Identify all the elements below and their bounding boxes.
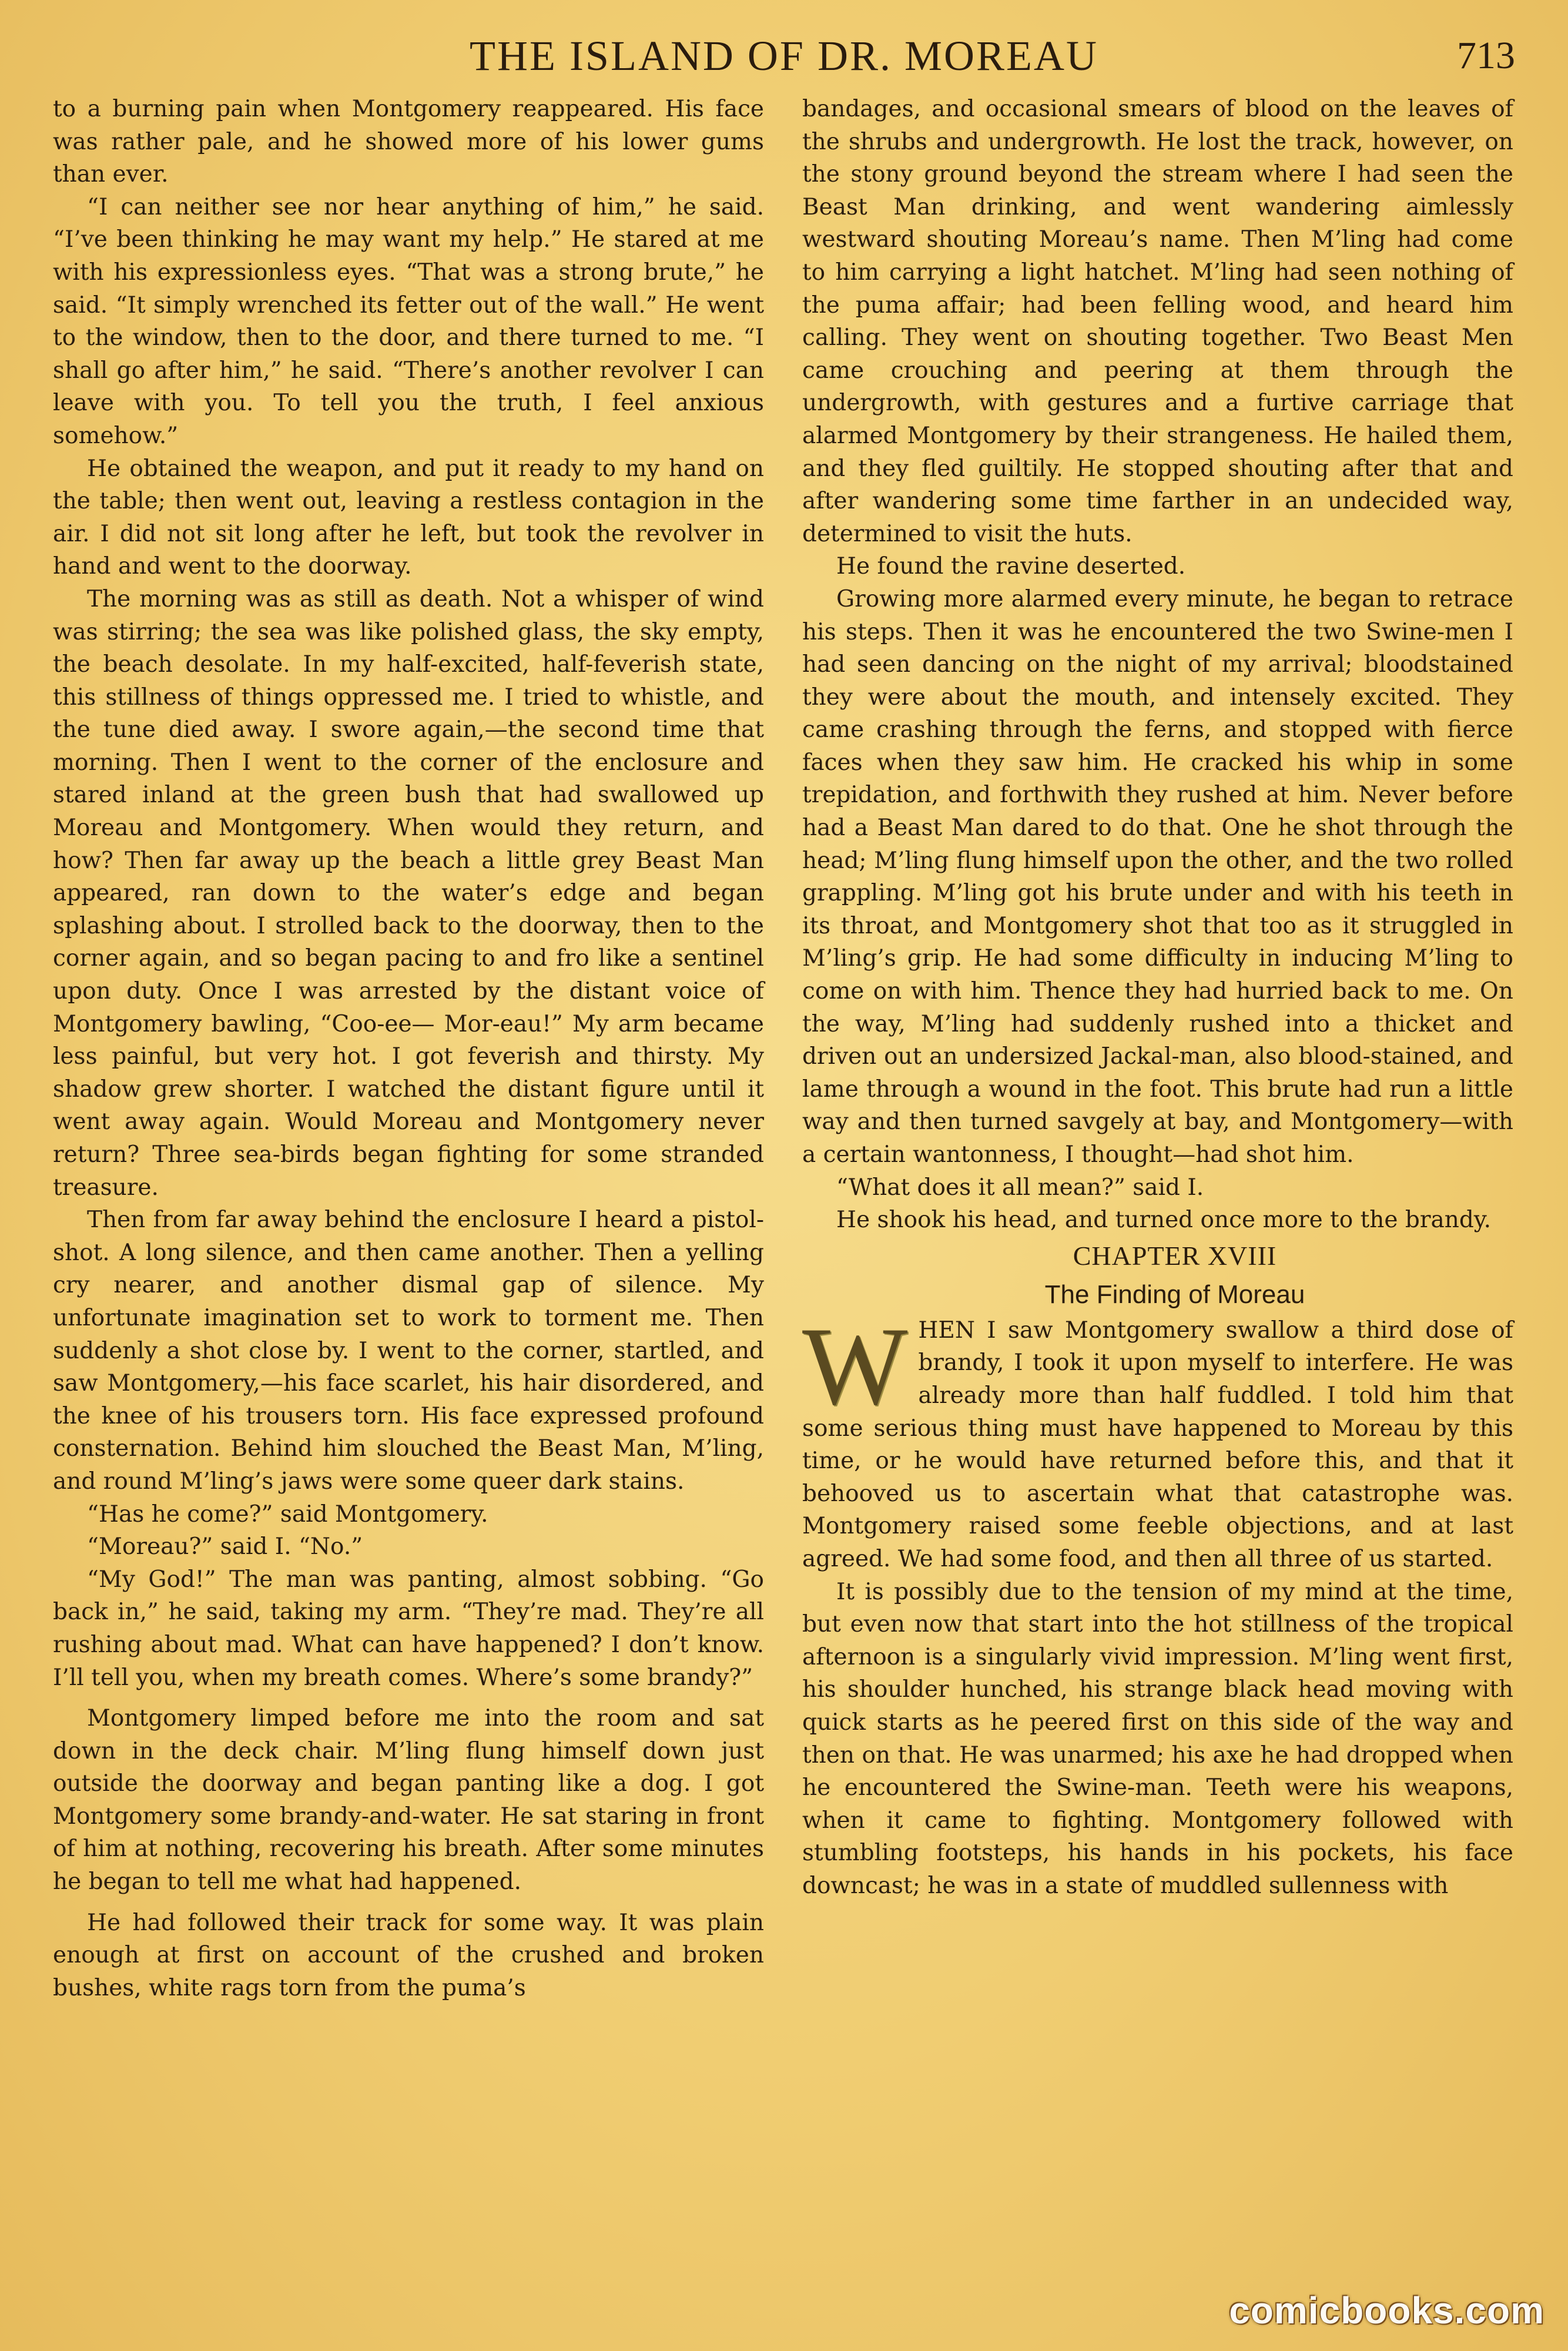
paragraph: He obtained the weapon, and put it ready to my hand on the table; then went out, leaving a restless contagion in the air. I did not sit long after he left, but took the revolver in hand and went to the doorway. <box>53 455 764 580</box>
watermark-logo: comicbooks.com <box>1229 2289 1544 2332</box>
paragraph: He found the ravine deserted. <box>836 553 1186 580</box>
paragraph: The morning was as still as death. Not a whisper of wind was stirring; the sea was like polished glass, the sky empty, the beach desolate. In my half-excited, half-feverish state, this stillness of things oppressed me. I tried to whistle, and the tune died away. I swore again,—the second time that morning. Then I went to the corner of the enclosure and stared inland at the green bush that had swallowed up Moreau and Montgomery. When would they return, and how? Then far away up the beach a little grey Beast Man appeared, ran down to the water’s edge and began splashing about. I strolled back to the doorway, then to the corner again, and so began pacing to and fro like a sentinel upon duty. Once I was arrested by the distant voice of Montgomery bawling, “Coo-ee— Mor-eau!” My arm became less painful, but very hot. I got feverish and thirsty. My shadow grew shorter. I watched the distant figure until it went away again. Would Moreau and Montgomery never return? Three sea-birds began fighting for some stranded treasure. <box>53 585 764 1201</box>
right-column <box>802 93 1513 1902</box>
chapter-opening-paragraph <box>802 1304 1513 1576</box>
page-header <box>53 29 1515 82</box>
paragraph: He shook his head, and turned once more to the brandy. <box>836 1207 1492 1234</box>
paragraph: Growing more alarmed every minute, he began to retrace his steps. Then it was he encountered the two Swine-men I had seen dancing on the night of my arrival; bloodstained they were about the mouth, and intensely excited. They came crashing through the ferns, and stopped with fierce faces when they saw him. He cracked his whip in some trepidation, and forthwith they rushed at him. Never before had a Beast Man dared to do that. One he shot through the head; M’ling flung himself upon the other, and the two rolled grappling. M’ling got his brute under and with his teeth in its throat, and Montgomery shot that too as it struggled in M’ling’s grip. He had some difficulty in inducing M’ling to come on with him. Thence they had hurried back to me. On the way, M’ling had suddenly rushed into a thicket and driven out an undersized Jackal-man, also blood-stained, and lame through a wound in the foot. This brute had run a little way and then turned savgely at bay, and Montgomery—with a certain wantonness, I thought—had shot him. <box>802 585 1513 1168</box>
paragraph: “I can neither see nor hear anything of him,” he said. “I’ve been thinking he may want my help.” He stared at me with his expressionless eyes. “That was a strong brute,” he said. “It simply wrenched its fetter out of the wall.” He went to the window, then to the door, and there turned to me. “I shall go after him,” he said. “There’s another revolver I can leave with you. To tell you the truth, I feel anxious somehow.” <box>53 193 764 449</box>
paragraph: “Moreau?” said I. “No.” <box>87 1533 363 1560</box>
chapter-title: The Finding of Moreau <box>1044 1280 1305 1309</box>
running-title: THE ISLAND OF DR. MOREAU <box>469 32 1098 79</box>
drop-cap: W <box>802 1304 908 1428</box>
paragraph: “My God!” The man was panting, almost sobbing. “Go back in,” he said, taking my arm. “They’re mad. They’re all rushing about mad. What can have happened? I don’t know. I’ll tell you, when my breath comes. Where’s some brandy?” <box>53 1566 764 1691</box>
paragraph: Then from far away behind the enclosure I heard a pistol-shot. A long silence, and then came another. Then a yelling cry nearer, and another dismal gap of silence. My unfortunate imagination set to work to torment me. Then suddenly a shot close by. I went to the corner, startled, and saw Montgomery,—his face scarlet, his hair disordered, and the knee of his trousers torn. His face expressed profound consternation. Behind him slouched the Beast Man, M’ling, and round M’ling’s jaws were some queer dark stains. <box>53 1207 764 1495</box>
chapter-number: CHAPTER XVIII <box>1073 1240 1277 1271</box>
left-column <box>53 93 764 2004</box>
paragraph: to a burning pain when Montgomery reappeared. His face was rather pale, and he showed more of his lower gums than ever. <box>53 96 764 188</box>
paragraph: bandages, and occasional smears of blood on the leaves of the shrubs and undergrowth. He lost the track, however, on the stony ground beyond the stream where I had seen the Beast Man drinking, and went wandering aimlessly westward shouting Moreau’s name. Then M’ling had come to him carrying a light hatchet. M’ling had seen nothing of the puma affair; had been felling wood, and heard him calling. They went on shouting together. Two Beast Men came crouching and peering at them through the undergrowth, with gestures and a furtive carriage that alarmed Montgomery by their strangeness. He hailed them, and they fled guiltily. He stopped shouting after that and after wandering some time farther in an undecided way, determined to visit the huts. <box>802 96 1513 547</box>
page-number: 713 <box>1457 34 1515 77</box>
paragraph: Montgomery limped before me into the room and sat down in the deck chair. M’ling flung himself down just outside the doorway and began panting like a dog. I got Montgomery some brandy-and-water. He sat staring in front of him at nothing, recovering his breath. After some minutes he began to tell me what had happened. <box>53 1705 764 1895</box>
paragraph-text: HEN I saw Montgomery swallow a third dose of brandy, I took it upon myself to interfere. He was already more than half fuddled. I told him that some serious thing must have happened to Moreau by this time, or he would have returned before this, and that it behooved us to ascertain what that catastrophe was. Montgomery raised some feeble objections, and at last agreed. We had some food, and then all three of us started. <box>802 1317 1513 1572</box>
paragraph: He had followed their track for some way. It was plain enough at first on account of the crushed and broken bushes, white rags torn from the puma’s <box>53 1909 764 2001</box>
paragraph: “What does it all mean?” said I. <box>836 1174 1204 1201</box>
paragraph: It is possibly due to the tension of my mind at the time, but even now that start into the hot stillness of the tropical afternoon is a singularly vivid impression. M’ling went first, his shoulder hunched, his strange black head moving with quick starts as he peered first on this side of the way and then on that. He was unarmed; his axe he had dropped when he encountered the Swine-man. Teeth were his weapons, when it came to fighting. Montgomery followed with stumbling footsteps, his hands in his pockets, his face downcast; he was in a state of muddled sullenness with <box>802 1578 1513 1899</box>
paragraph: “Has he come?” said Montgomery. <box>87 1501 488 1528</box>
